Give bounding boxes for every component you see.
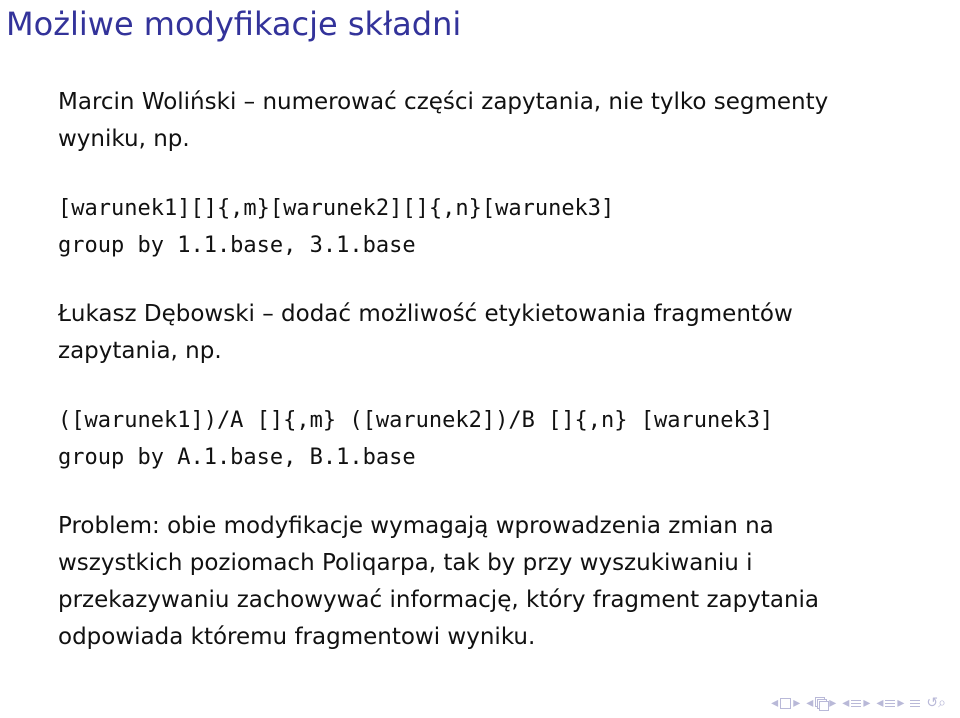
text-line: Łukasz Dębowski – dodać możliwość etykietowania fragmentów <box>58 301 793 327</box>
slide-title: Możliwe modyfikacje składni <box>6 5 462 43</box>
nav-section-group <box>842 696 870 710</box>
nav-prev-subsection-icon[interactable]: ◂ <box>806 695 814 711</box>
nav-subsection-icon[interactable] <box>815 697 827 709</box>
nav-next-subsection-icon[interactable]: ▸ <box>829 695 837 711</box>
nav-next-doc-icon[interactable]: ▸ <box>897 695 905 711</box>
paragraph-problem <box>58 508 938 656</box>
nav-next-frame-icon[interactable]: ▸ <box>793 695 801 711</box>
text-line: wszystkich poziomach Poliqarpa, tak by przy wyszukiwaniu i <box>58 550 753 576</box>
nav-prev-frame-icon[interactable]: ◂ <box>771 695 779 711</box>
nav-subsection-group <box>806 696 836 710</box>
nav-section-icon[interactable] <box>851 700 861 707</box>
text-line: Marcin Woliński – numerować części zapytania, nie tylko segmenty <box>58 89 829 115</box>
text-line: przekazywaniu zachowywać informację, który fragment zapytania <box>58 587 820 613</box>
paragraph-wolinski <box>58 84 938 158</box>
slide-content <box>58 84 938 656</box>
nav-frame-group <box>771 696 800 710</box>
code-line: group by 1.1.base, 3.1.base <box>58 233 416 258</box>
nav-next-section-icon[interactable]: ▸ <box>863 695 871 711</box>
code-line: [warunek1][]{,m}[warunek2][]{,n}[warunek3] <box>58 196 615 221</box>
nav-search-icon[interactable]: ↺⌕ <box>926 695 946 711</box>
beamer-navigation-bar <box>771 696 946 710</box>
code-line: group by A.1.base, B.1.base <box>58 445 416 470</box>
nav-document-icon[interactable] <box>885 700 895 707</box>
nav-frame-icon[interactable] <box>780 698 791 709</box>
code-example-2 <box>58 402 938 476</box>
code-line: ([warunek1])/A []{,m} ([warunek2])/B []{,n} [warunek3] <box>58 408 774 433</box>
nav-prev-section-icon[interactable]: ◂ <box>842 695 850 711</box>
paragraph-debowski <box>58 296 938 370</box>
text-line: wyniku, np. <box>58 126 190 152</box>
nav-appendix-icon[interactable] <box>910 700 920 707</box>
nav-prev-doc-icon[interactable]: ◂ <box>876 695 884 711</box>
text-line: odpowiada któremu fragmentowi wyniku. <box>58 624 536 650</box>
text-line: Problem: obie modyfikacje wymagają wprowadzenia zmian na <box>58 513 774 539</box>
text-line: zapytania, np. <box>58 338 222 364</box>
code-example-1 <box>58 190 938 264</box>
nav-doc-group <box>876 696 904 710</box>
